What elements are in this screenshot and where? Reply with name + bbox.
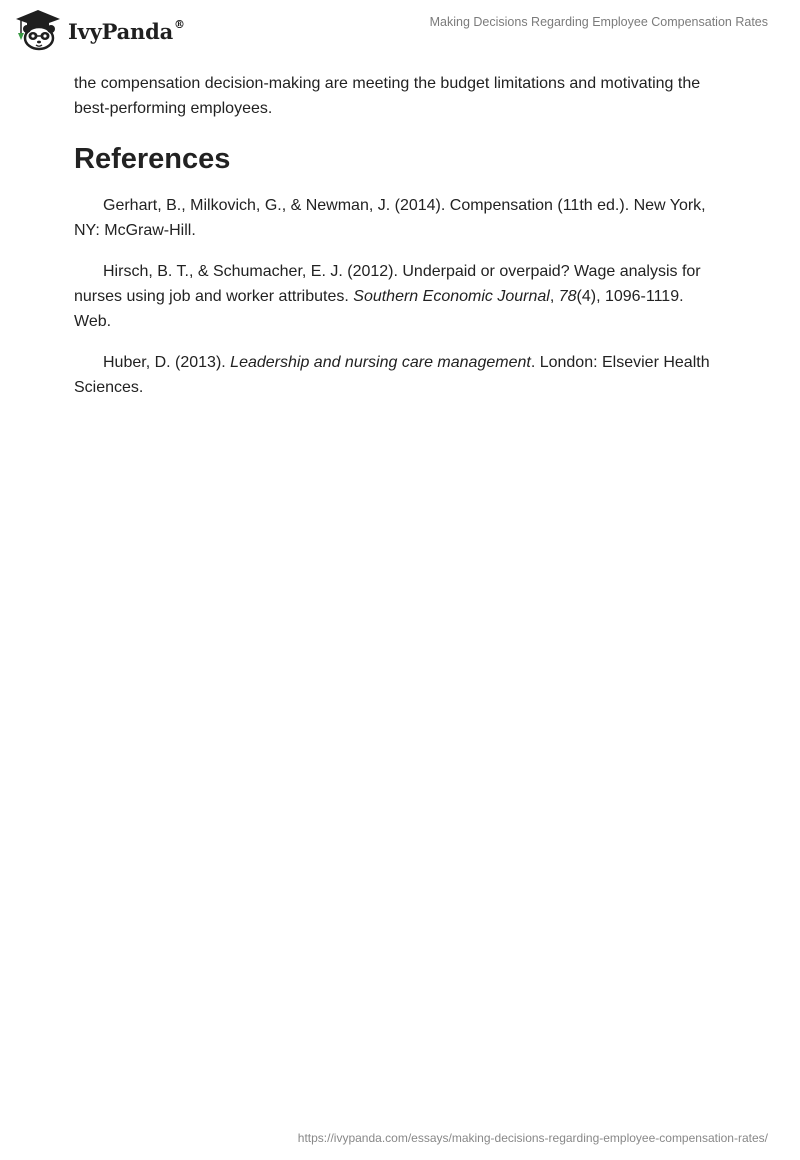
reference-item xyxy=(74,259,724,334)
reference-text: Hirsch, B. T., & Schumacher, E. J. (2012). Underpaid or overpaid? Wage analysis for nurses using job and worker attributes. xyxy=(74,263,701,305)
reference-text: . London: Elsevier Health Sciences. xyxy=(74,354,710,396)
source-url[interactable]: https://ivypanda.com/essays/making-decisions-regarding-employee-compensation-rates/ xyxy=(297,1131,768,1145)
reference-item xyxy=(74,193,724,243)
document-title: Making Decisions Regarding Employee Compensation Rates xyxy=(429,15,768,29)
reference-item xyxy=(74,350,724,400)
page-header xyxy=(0,0,800,62)
document-body xyxy=(74,71,724,416)
reference-separator: , xyxy=(549,288,559,305)
journal-volume: 78 xyxy=(558,288,577,305)
references-heading: References xyxy=(74,143,231,175)
journal-title: Southern Economic Journal xyxy=(353,288,550,305)
logo-wordmark: IvyPanda® xyxy=(68,17,185,44)
reference-text: Gerhart, B., Milkovich, G., & Newman, J. (2014). Compensation (11th ed.). New York, NY: McGraw-Hill. xyxy=(74,197,706,239)
book-title: Leadership and nursing care management xyxy=(230,354,531,371)
ivypanda-logo[interactable] xyxy=(14,8,185,52)
reference-text: Huber, D. (2013). xyxy=(103,354,231,371)
registered-mark: ® xyxy=(174,17,185,31)
panda-graduate-icon xyxy=(14,9,62,51)
reference-text: (4), 1096-1119. Web. xyxy=(74,288,684,330)
continued-paragraph: the compensation decision-making are meeting the budget limitations and motivating the best-performing employees. xyxy=(74,75,701,117)
